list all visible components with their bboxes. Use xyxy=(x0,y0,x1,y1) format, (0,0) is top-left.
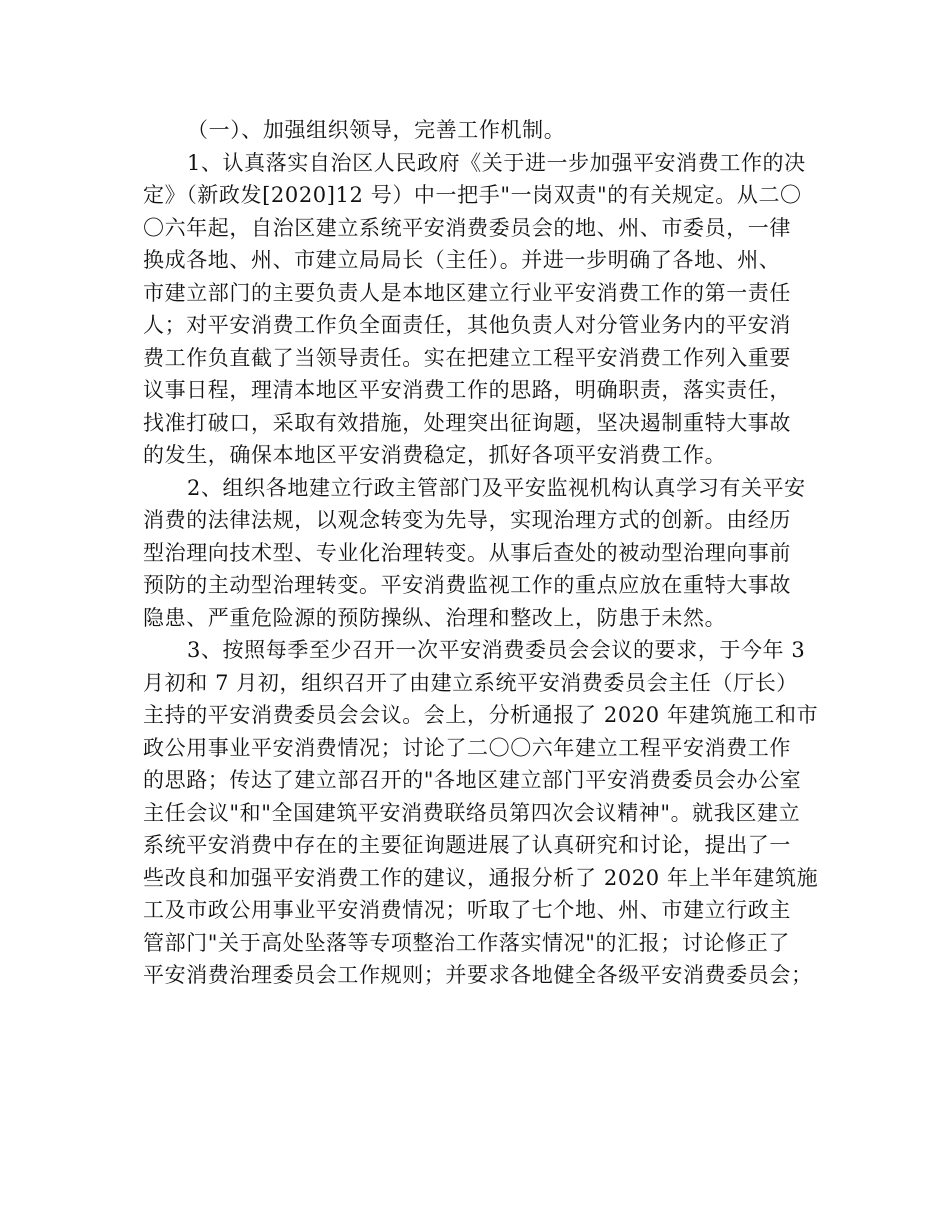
paragraph-1-line: 的发生，确保本地区平安消费稳定，抓好各项平安消费工作。 xyxy=(143,443,727,467)
paragraph-3-line: 政公用事业平安消费情况；讨论了二〇〇六年建立工程平安消费工作 xyxy=(143,735,791,760)
paragraph-2-line: 隐患、严重危险源的预防操纵、治理和整改上，防患于未然。 xyxy=(143,605,727,630)
section-heading: （一）、加强组织领导，完善工作机制。 xyxy=(187,118,566,142)
document-body xyxy=(143,114,823,992)
paragraph-1-line: 定》（新政发[2020]12 号）中一把手"一岗双责"的有关规定。从二〇 xyxy=(143,183,802,207)
paragraph-3-line: 管部门"关于高处坠落等专项整治工作落实情况"的汇报；讨论修正了 xyxy=(143,930,790,955)
paragraph-2-line: 型治理向技术型、专业化治理转变。从事后查处的被动型治理向事前 xyxy=(143,540,791,565)
paragraph-3-line: 的思路；传达了建立部召开的"各地区建立部门平安消费委员会办公室 xyxy=(143,768,802,792)
paragraph-3-line: 月初和 7 月初，组织召开了由建立系统平安消费委员会主任（厅长） xyxy=(143,670,798,695)
paragraph-3-line: 主任会议"和"全国建筑平安消费联络员第四次会议精神"。就我区建立 xyxy=(143,800,801,825)
paragraph-3-line: 3、按照每季至少召开一次平安消费委员会会议的要求，于今年 3 xyxy=(187,638,806,662)
paragraph-1-line: 人；对平安消费工作负全面责任，其他负责人对分管业务内的平安消 xyxy=(143,313,791,337)
paragraph-2-line: 预防的主动型治理转变。平安消费监视工作的重点应放在重特大事故 xyxy=(143,573,791,597)
paragraph-3-line: 主持的平安消费委员会会议。会上，分析通报了 2020 年建筑施工和市 xyxy=(143,703,819,727)
paragraph-2-line: 消费的法律法规，以观念转变为先导，实现治理方式的创新。由经历 xyxy=(143,508,791,532)
paragraph-3-line: 些改良和加强平安消费工作的建议，通报分析了 2020 年上半年建筑施 xyxy=(143,865,819,890)
paragraph-1-line: 费工作负直截了当领导责任。实在把建立工程平安消费工作列入重要 xyxy=(143,345,791,370)
paragraph-3-line: 工及市政公用事业平安消费情况；听取了七个地、州、市建立行政主 xyxy=(143,898,791,922)
paragraph-1-line: 换成各地、州、市建立局局长（主任）。并进一步明确了各地、州、 xyxy=(143,248,781,272)
paragraph-1-line: 找准打破口，采取有效措施，处理突出征询题，坚决遏制重特大事故 xyxy=(143,410,791,435)
paragraph-1-line: 议事日程，理清本地区平安消费工作的思路，明确职责，落实责任， xyxy=(143,378,791,402)
paragraph-3-line: 系统平安消费中存在的主要征询题进展了认真研究和讨论，提出了一 xyxy=(143,833,791,857)
paragraph-1-line: 市建立部门的主要负责人是本地区建立行业平安消费工作的第一责任 xyxy=(143,280,791,305)
paragraph-1-line: 〇六年起，自治区建立系统平安消费委员会的地、州、市委员，一律 xyxy=(143,215,791,240)
paragraph-1-line: 1、认真落实自治区人民政府《关于进一步加强平安消费工作的决 xyxy=(187,150,806,175)
paragraph-2-line: 2、组织各地建立行政主管部门及平安监视机构认真学习有关平安 xyxy=(187,475,806,500)
paragraph-3-line: 平安消费治理委员会工作规则；并要求各地健全各级平安消费委员会； xyxy=(143,963,813,987)
